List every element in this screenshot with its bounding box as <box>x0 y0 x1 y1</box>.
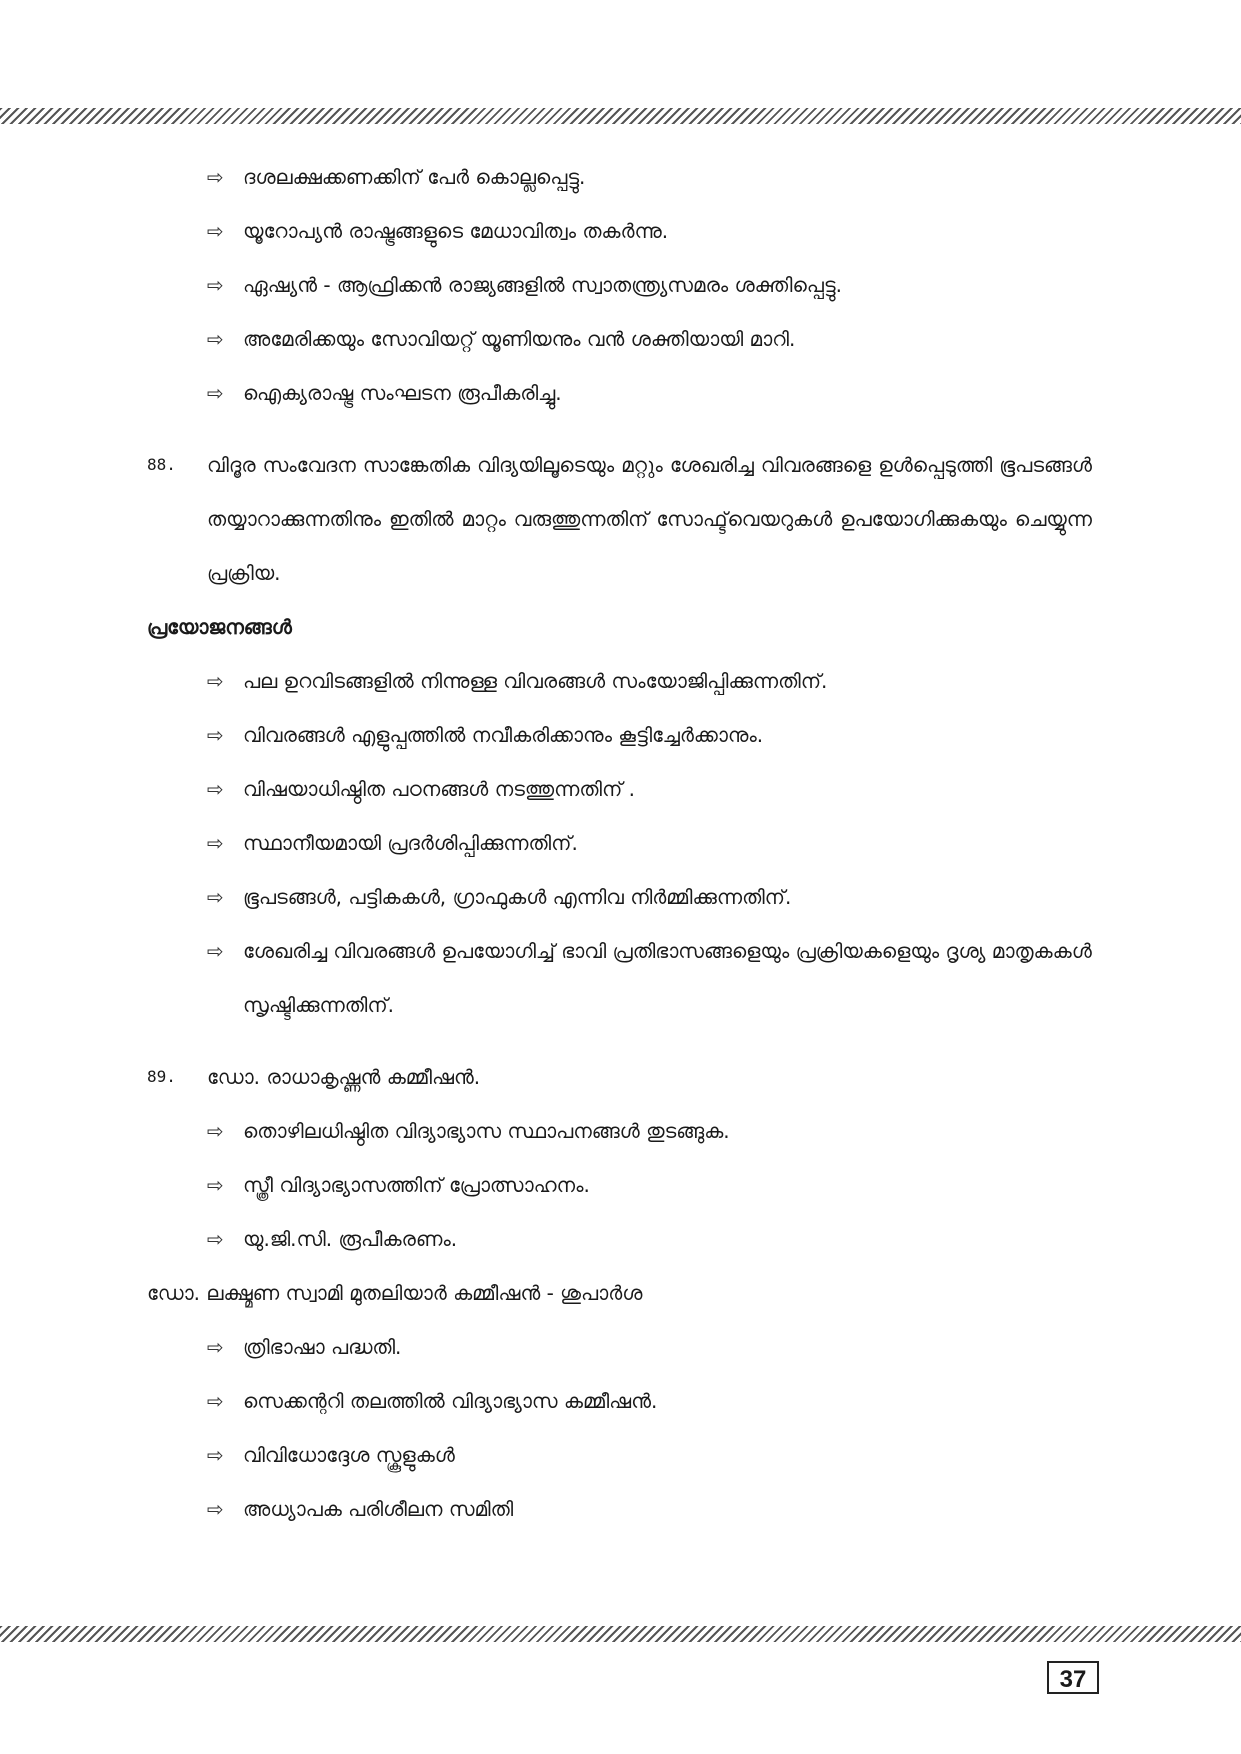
list-item: ⇨ സെക്കന്ററി തലത്തിൽ വിദ്യാഭ്യാസ കമ്മീഷൻ. <box>147 1374 1092 1428</box>
question-number: 89. <box>147 1067 176 1086</box>
right-arrow-icon: ⇨ <box>207 1119 224 1143</box>
list-item: ⇨ യൂറോപ്യൻ രാഷ്ട്രങ്ങളുടെ മേധാവിത്വം തകർന്നു. <box>147 204 1092 258</box>
page-content <box>147 150 1092 1536</box>
list-item: ⇨ സ്ഥാനീയമായി പ്രദർശിപ്പിക്കുന്നതിന്. <box>147 816 1092 870</box>
question-number: 88. <box>147 455 176 474</box>
list-item: ⇨ ഐക്യരാഷ്ട്ര സംഘടന രൂപീകരിച്ചു. <box>147 366 1092 420</box>
right-arrow-icon: ⇨ <box>207 885 224 909</box>
list-item: ⇨ ദശലക്ഷക്കണക്കിന് പേർ കൊല്ലപ്പെട്ടു. <box>147 150 1092 204</box>
list-item: ⇨ വിവരങ്ങൾ എളുപ്പത്തിൽ നവീകരിക്കാനും കൂട്ടിച്ചേർക്കാനും. <box>147 708 1092 762</box>
right-arrow-icon: ⇨ <box>207 831 224 855</box>
bottom-hatch-border <box>0 1626 1241 1642</box>
mudaliar-heading: ഡോ. ലക്ഷ്മണ സ്വാമി മുതലിയാർ കമ്മീഷൻ - ശുപാർശ <box>147 1281 643 1305</box>
radhakrishnan-list <box>147 1104 1092 1266</box>
right-arrow-icon: ⇨ <box>207 1497 224 1521</box>
right-arrow-icon: ⇨ <box>207 1335 224 1359</box>
list-item: ⇨ പല ഉറവിടങ്ങളിൽ നിന്നുള്ള വിവരങ്ങൾ സംയോജിപ്പിക്കുന്നതിന്. <box>147 654 1092 708</box>
top-hatch-border <box>0 108 1241 124</box>
right-arrow-icon: ⇨ <box>207 381 224 405</box>
list-item: ⇨ സ്ത്രീ വിദ്യാഭ്യാസത്തിന് പ്രോത്സാഹനം. <box>147 1158 1092 1212</box>
list-item: ⇨ ഭൂപടങ്ങൾ, പട്ടികകൾ, ഗ്രാഫുകൾ എന്നിവ നിർമ്മിക്കുന്നതിന്. <box>147 870 1092 924</box>
right-arrow-icon: ⇨ <box>207 273 224 297</box>
list-item: ⇨ ത്രിഭാഷാ പദ്ധതി. <box>147 1320 1092 1374</box>
list-item: ⇨ അമേരിക്കയും സോവിയറ്റ് യൂണിയനും വൻ ശക്തിയായി മാറി. <box>147 312 1092 366</box>
right-arrow-icon: ⇨ <box>207 1443 224 1467</box>
list-item: ⇨ അധ്യാപക പരിശീലന സമിതി <box>147 1482 1092 1536</box>
list-item: ⇨ ശേഖരിച്ച വിവരങ്ങൾ ഉപയോഗിച്ച് ഭാവി പ്രതിഭാസങ്ങളെയും പ്രക്രിയകളെയും ദൃശ്യ മാതൃകകൾ സൃഷ്ടിക്കുന്നതിന്. <box>147 924 1092 1032</box>
mudaliar-list <box>147 1320 1092 1536</box>
answer-text: ഡോ. രാധാകൃഷ്ണൻ കമ്മീഷൻ. <box>207 1065 481 1089</box>
question-88 <box>147 438 1092 600</box>
list-item: ⇨ യു.ജി.സി. രൂപീകരണം. <box>147 1212 1092 1266</box>
right-arrow-icon: ⇨ <box>207 165 224 189</box>
bullet-list-top <box>147 150 1092 420</box>
right-arrow-icon: ⇨ <box>207 723 224 747</box>
right-arrow-icon: ⇨ <box>207 777 224 801</box>
right-arrow-icon: ⇨ <box>207 327 224 351</box>
list-item: ⇨ ഏഷ്യൻ - ആഫ്രിക്കൻ രാജ്യങ്ങളിൽ സ്വാതന്ത്ര്യസമരം ശക്തിപ്പെട്ടു. <box>147 258 1092 312</box>
right-arrow-icon: ⇨ <box>207 939 224 963</box>
uses-heading: പ്രയോജനങ്ങൾ <box>147 615 292 639</box>
right-arrow-icon: ⇨ <box>207 219 224 243</box>
list-item: ⇨ വിവിധോദ്ദേശ സ്കൂളുകൾ <box>147 1428 1092 1482</box>
right-arrow-icon: ⇨ <box>207 669 224 693</box>
uses-list <box>147 654 1092 1032</box>
question-89 <box>147 1050 1092 1104</box>
page-number: 37 <box>1047 1661 1099 1694</box>
right-arrow-icon: ⇨ <box>207 1173 224 1197</box>
right-arrow-icon: ⇨ <box>207 1227 224 1251</box>
answer-text: വിദൂര സംവേദന സാങ്കേതിക വിദ്യയിലൂടെയും മറ്റും ശേഖരിച്ച വിവരങ്ങളെ ഉൾപ്പെടുത്തി ഭൂപടങ്ങൾ തയ്യാറാക്കുന്നതിനും ഇതിൽ മാറ്റം വരുത്തുന്നതിന് സോഫ്ട്‌വെയറുകൾ ഉപയോഗിക്കുകയും ചെയ്യുന്ന പ്രക്രിയ. <box>207 453 1092 585</box>
list-item: ⇨ വിഷയാധിഷ്ഠിത പഠനങ്ങൾ നടത്തുന്നതിന് . <box>147 762 1092 816</box>
list-item: ⇨ തൊഴിലധിഷ്ഠിത വിദ്യാഭ്യാസ സ്ഥാപനങ്ങൾ തുടങ്ങുക. <box>147 1104 1092 1158</box>
right-arrow-icon: ⇨ <box>207 1389 224 1413</box>
